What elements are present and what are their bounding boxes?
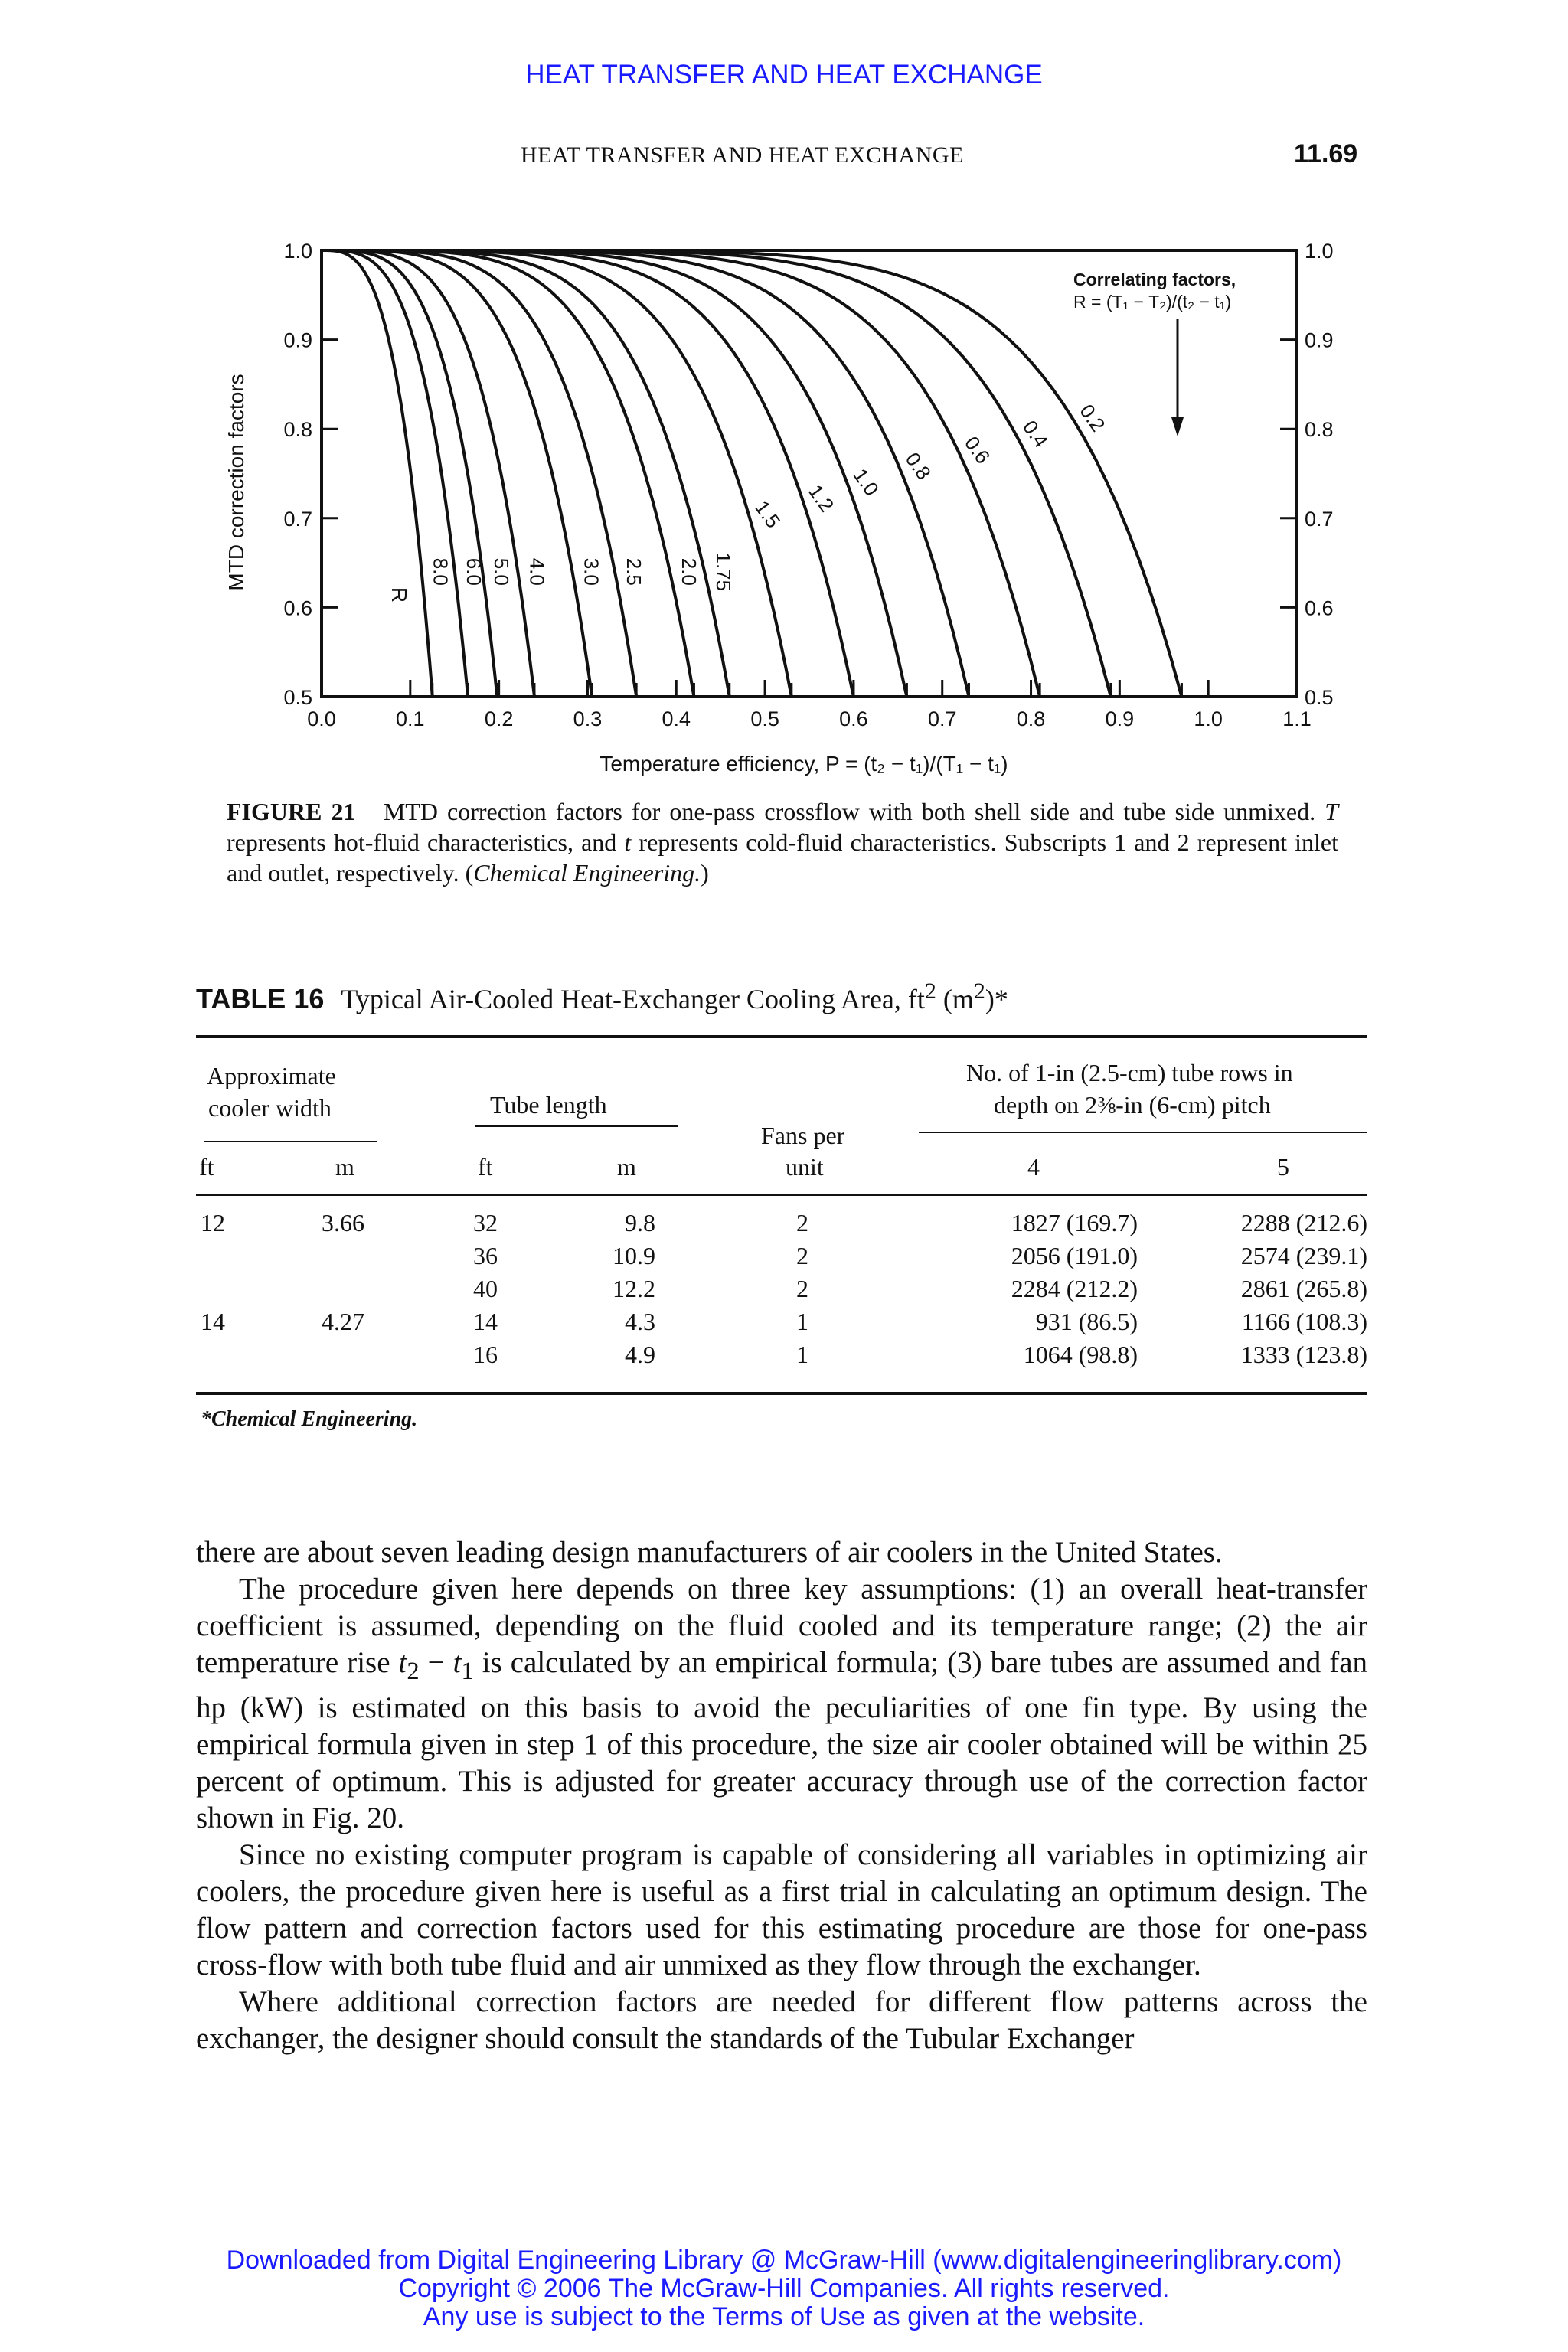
header-width-ft: ft [199, 1153, 214, 1181]
table-cell-l_m: 9.8 [625, 1209, 655, 1236]
table-cell-fans: 2 [796, 1275, 808, 1302]
curve-r-0-2 [322, 250, 1181, 697]
y-tick-label-right: 0.8 [1305, 418, 1334, 442]
table-cell-l_m: 10.9 [612, 1242, 655, 1269]
curve-label: 0.6 [960, 432, 995, 469]
figure-caption [227, 796, 1338, 888]
table-cell-l_ft: 14 [473, 1308, 498, 1335]
y-axis-label: MTD correction factors [224, 374, 248, 591]
table-cell-fans: 1 [796, 1341, 808, 1368]
table-cell-l_m: 12.2 [612, 1275, 655, 1302]
paragraph-3: Since no existing computer program is capable of considering all variables in optimizing air coolers, the procedure given here is useful as a first trial in calculating an optimum design. The flow pattern and correction factors used for this estimating procedure are those for one-pass cross-flow with both tube fluid and air unmixed as they flow through the exchanger. [196, 1838, 1367, 1981]
curve-label: 1.75 [712, 552, 736, 592]
y-tick-label-left: 0.5 [283, 686, 312, 709]
curve-label: 2.5 [622, 557, 645, 586]
figure-label: FIGURE 21 [227, 798, 356, 825]
y-tick-label-right: 1.0 [1305, 240, 1334, 263]
x-tick-label: 1.1 [1282, 707, 1312, 730]
x-tick-label: 0.5 [750, 707, 779, 730]
table-cell-l_m: 4.3 [625, 1308, 655, 1335]
running-title: HEAT TRANSFER AND HEAT EXCHANGE [521, 142, 964, 168]
curve-r-8-0 [322, 250, 433, 697]
curve-label: 4.0 [525, 557, 549, 586]
curve-r-1-5 [322, 250, 792, 697]
x-tick-label: 0.7 [927, 707, 957, 730]
rule-rows-span [919, 1132, 1367, 1133]
annotation-arrow-head [1171, 417, 1184, 436]
x-tick-label: 0.2 [484, 707, 514, 730]
figure-caption-text: MTD correction factors for one-pass crossflow with both shell side and tube side unmixed. T represents hot-fluid characteristics, and t represents cold-fluid characteristics. Subscripts 1 and 2 represent inlet and outlet, respectively. (Chemical Engineering.) [227, 798, 1339, 887]
header-width-m: m [335, 1153, 354, 1181]
page-number: 11.69 [1294, 139, 1358, 168]
correlating-factors-label: Correlating factors, [1073, 270, 1236, 289]
header-rows-line2: depth on 2⅜-in (6-cm) pitch [994, 1091, 1271, 1119]
table-cell-l_m: 4.9 [625, 1341, 655, 1368]
table-cell-w_ft: 12 [201, 1209, 225, 1236]
x-tick-label: 0.3 [573, 707, 603, 730]
y-tick-label-right: 0.6 [1305, 596, 1334, 620]
y-tick-label-left: 0.7 [283, 507, 312, 531]
curve-label: 1.5 [750, 496, 786, 533]
header-link-title[interactable]: HEAT TRANSFER AND HEAT EXCHANGE [525, 60, 1043, 90]
x-tick-label: 0.4 [662, 707, 691, 730]
footer-copyright: Copyright © 2006 The McGraw-Hill Companies. All rights reserved. [398, 2274, 1170, 2303]
footer-download-link[interactable]: Downloaded from Digital Engineering Library @ McGraw-Hill (www.digitalengineeringlibrary.com) [226, 2246, 1342, 2275]
curve-r-1-2 [322, 250, 854, 697]
table-cell-w_ft: 14 [201, 1308, 225, 1335]
table-label: TABLE 16 [196, 983, 325, 1014]
table-title-text: Typical Air-Cooled Heat-Exchanger Cooling Area, $ft^2$ $(m^2)*$ [341, 978, 1008, 1014]
table-cell-r5: 2861 (265.8) [1240, 1275, 1367, 1302]
x-tick-label: 1.0 [1194, 707, 1223, 730]
header-tube-length: Tube length [490, 1091, 607, 1119]
y-tick-label-left: 1.0 [283, 240, 312, 263]
y-tick-label-right: 0.5 [1305, 686, 1334, 709]
curve-label: 0.2 [1075, 400, 1110, 436]
curve-r-2-5 [322, 250, 636, 697]
body-text [196, 1534, 1367, 2057]
table-header-rule [196, 1194, 1367, 1196]
table-top-rule [196, 1035, 1367, 1038]
table-cell-fans: 2 [796, 1209, 808, 1236]
table-cell-r4: 1827 (169.7) [1011, 1209, 1138, 1236]
curve-label: 5.0 [490, 557, 514, 586]
curve-label: 8.0 [429, 557, 452, 586]
table-cell-l_ft: 32 [473, 1209, 498, 1236]
table-cell-r4: 2284 (212.2) [1011, 1275, 1138, 1302]
curve-label: 0.8 [900, 448, 936, 485]
r-axis-label: R [387, 586, 411, 603]
y-tick-label-left: 0.8 [283, 418, 312, 442]
x-tick-label: 0.1 [396, 707, 425, 730]
table-cell-w_m: 4.27 [322, 1308, 364, 1335]
table-cell-r5: 1166 (108.3) [1241, 1308, 1367, 1335]
footer-terms[interactable]: Any use is subject to the Terms of Use as given at the website. [423, 2302, 1145, 2331]
rule-tube-span [475, 1125, 678, 1127]
mtd-correction-chart [0, 214, 1568, 781]
table-cell-fans: 1 [796, 1308, 808, 1335]
x-tick-label: 0.0 [307, 707, 336, 730]
header-width-line1: Approximate [207, 1062, 336, 1089]
header-tube-ft: ft [478, 1153, 493, 1181]
curve-label: 1.0 [848, 464, 884, 501]
curve-r-2-0 [322, 250, 694, 697]
table-cell-l_ft: 36 [473, 1242, 498, 1269]
header-tube-m: m [617, 1153, 636, 1181]
table-cell-r5: 2574 (239.1) [1240, 1242, 1367, 1269]
header-fans-line2: unit [786, 1153, 824, 1181]
curve-label: 2.0 [678, 557, 701, 586]
table-cell-r4: 1064 (98.8) [1023, 1341, 1138, 1368]
table-cell-fans: 2 [796, 1242, 808, 1269]
paragraph-4: Where additional correction factors are needed for different flow patterns across the exchanger, the designer should consult the standards of the Tubular Exchanger [196, 1984, 1367, 2055]
header-fans-line1: Fans per [761, 1122, 845, 1149]
curve-label: 6.0 [462, 557, 485, 586]
curve-label: 3.0 [580, 557, 603, 586]
table-cell-w_m: 3.66 [322, 1209, 364, 1236]
paragraph-1: there are about seven leading design manufacturers of air coolers in the United States. [196, 1536, 1223, 1569]
y-tick-label-left: 0.9 [283, 328, 312, 352]
curve-r-6-0 [322, 250, 468, 697]
curve-label: 0.4 [1018, 416, 1054, 452]
curve-r-3-0 [322, 250, 592, 697]
table-cell-l_ft: 16 [473, 1341, 498, 1368]
curve-label: 1.2 [804, 480, 839, 517]
table-bottom-rule [196, 1392, 1367, 1395]
table-cell-l_ft: 40 [473, 1275, 498, 1302]
paragraph-2: The procedure given here depends on three key assumptions: (1) an overall heat-transfer coefficient is assumed, depending on the fluid cooled and its temperature range; (2) the air temperature rise $t_2 - t_1$ is calculated by an empirical formula; (3) bare tubes are assumed and fan hp (kW) is estimated on this basis to avoid the peculiarities of one fin type. By using the empirical formula given in step 1 of this procedure, the size air cooler obtained will be within 25 percent of optimum. This is adjusted for greater accuracy through use of the correction factor shown in Fig. 20. [196, 1573, 1368, 1834]
x-tick-label: 0.8 [1016, 707, 1046, 730]
x-axis-label: Temperature efficiency, P = (t₂ − t₁)/(T₁ − t₁) [599, 752, 1008, 776]
y-tick-label-right: 0.7 [1305, 507, 1334, 531]
correlating-factors-formula: R = (T₁ − T₂)/(t₂ − t₁) [1073, 292, 1232, 312]
header-width-line2: cooler width [208, 1094, 332, 1122]
table-cell-r5: 1333 (123.8) [1240, 1341, 1367, 1368]
header-col-5: 5 [1277, 1153, 1289, 1181]
header-rows-line1: No. of 1-in (2.5-cm) tube rows in [966, 1059, 1293, 1086]
table-title [196, 978, 1008, 1015]
y-tick-label-right: 0.9 [1305, 328, 1334, 352]
table-cell-r5: 2288 (212.6) [1240, 1209, 1367, 1236]
x-tick-label: 0.9 [1105, 707, 1135, 730]
rule-width-span [204, 1141, 377, 1142]
table-footnote: *Chemical Engineering. [201, 1407, 418, 1431]
header-col-4: 4 [1027, 1153, 1040, 1181]
table-cell-r4: 2056 (191.0) [1011, 1242, 1138, 1269]
x-tick-label: 0.6 [839, 707, 868, 730]
table-cell-r4: 931 (86.5) [1035, 1308, 1138, 1335]
y-tick-label-left: 0.6 [283, 596, 312, 620]
